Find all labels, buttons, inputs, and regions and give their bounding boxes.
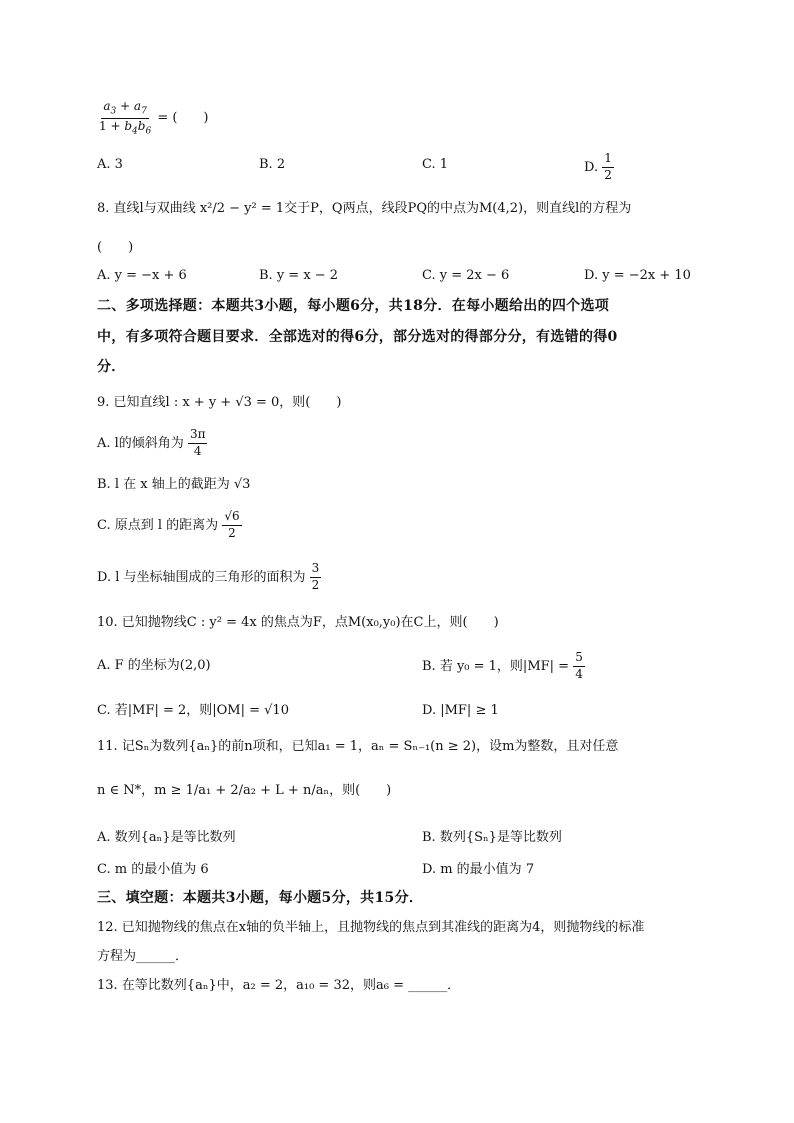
q10-option-b <box>422 651 585 682</box>
q9-option-d-fraction: $\frac{3}{2}$ <box>311 561 320 592</box>
q9-option-d-label: D. l 与坐标轴围成的三角形的面积为 <box>97 569 306 585</box>
section2-heading-line1: 二、多项选择题：本题共3小题，每小题6分，共18分．在每小题给出的四个选项 <box>97 298 610 314</box>
q9-option-c <box>97 510 242 541</box>
q11-option-c: C. m 的最小值为 6 <box>97 862 209 877</box>
q9-option-a-label: A. l的倾斜角为 <box>97 435 184 451</box>
q12-stem-line2: 方程为______． <box>97 949 189 964</box>
q7-stem-tail: = ( ) <box>157 110 209 126</box>
q9-option-b: B. l 在 x 轴上的截距为 √3 <box>97 477 251 492</box>
q7-option-b: B. 2 <box>259 157 286 172</box>
q8-option-d: D. y = −2x + 10 <box>584 268 691 283</box>
q7-option-d <box>584 152 614 183</box>
q9-option-d <box>97 562 321 593</box>
q8-option-b: B. y = x − 2 <box>259 268 339 283</box>
q13-stem: 13. 在等比数列{aₙ}中，a₂ = 2，a₁₀ = 32，则a₆ = ______． <box>97 978 461 993</box>
q10-option-a: A. F 的坐标为(2,0) <box>97 658 211 673</box>
q7-option-d-fraction: $\frac{1}{2}$ <box>604 151 612 182</box>
q8-option-a: A. y = −x + 6 <box>97 268 187 283</box>
q11-option-d: D. m 的最小值为 7 <box>422 862 535 877</box>
q10-option-b-fraction: $\frac{5}{4}$ <box>575 650 583 681</box>
q8-stem: 8. 直线l与双曲线 x²/2 − y² = 1交于P，Q两点，线段PQ的中点为M(4,2)，则直线l的方程为 <box>97 201 632 216</box>
q9-option-a <box>97 428 207 459</box>
q8-option-c: C. y = 2x − 6 <box>422 268 510 283</box>
q7-option-a: A. 3 <box>97 157 123 172</box>
q7-option-d-label: D. <box>584 159 599 175</box>
q11-stem-line2: n ∈ N*，m ≥ 1/a₁ + 2/a₂ + L + n/aₙ，则( ) <box>97 783 392 798</box>
q9-stem: 9. 已知直线l : x + y + √3 = 0，则( ) <box>97 395 342 410</box>
q9-option-c-fraction: $\frac{√6}{2}$ <box>224 509 240 540</box>
q9-option-c-label: C. 原点到 l 的距离为 <box>97 517 219 533</box>
q8-paren: ( ) <box>97 240 134 255</box>
q10-option-d: D. |MF| ≥ 1 <box>422 703 499 718</box>
section2-heading-line2: 中，有多项符合题目要求．全部选对的得6分，部分选对的得部分分，有选错的得0 <box>97 329 618 345</box>
section2-heading-line3: 分． <box>97 359 126 375</box>
q9-option-a-fraction: $\frac{3\pi}{4}$ <box>189 427 206 458</box>
q10-stem: 10. 已知抛物线C : y² = 4x 的焦点为F，点M(x₀,y₀)在C上，则( ) <box>97 615 499 630</box>
q10-option-c: C. 若|MF| = 2，则|OM| = √10 <box>97 703 289 718</box>
q11-option-b: B. 数列{Sₙ}是等比数列 <box>422 830 562 845</box>
q12-stem: 12. 已知抛物线的焦点在x轴的负半轴上，且抛物线的焦点到其准线的距离为4，则抛物线的标准 <box>97 920 645 935</box>
q11-option-a: A. 数列{aₙ}是等比数列 <box>97 830 236 845</box>
q7-expression: $\frac{a_3 + a_7}{1 + b_4b_6}$ = ( ) <box>99 99 209 137</box>
section3-heading: 三、填空题：本题共3小题，每小题5分，共15分． <box>97 890 424 906</box>
q10-option-b-label: B. 若 y₀ = 1，则|MF| = <box>422 658 570 674</box>
q7-option-c: C. 1 <box>422 157 449 172</box>
q11-stem: 11. 记Sₙ为数列{aₙ}的前n项和，已知a₁ = 1，aₙ = Sₙ₋₁(n ≥ 2)，设m为整数，且对任意 <box>97 739 619 754</box>
